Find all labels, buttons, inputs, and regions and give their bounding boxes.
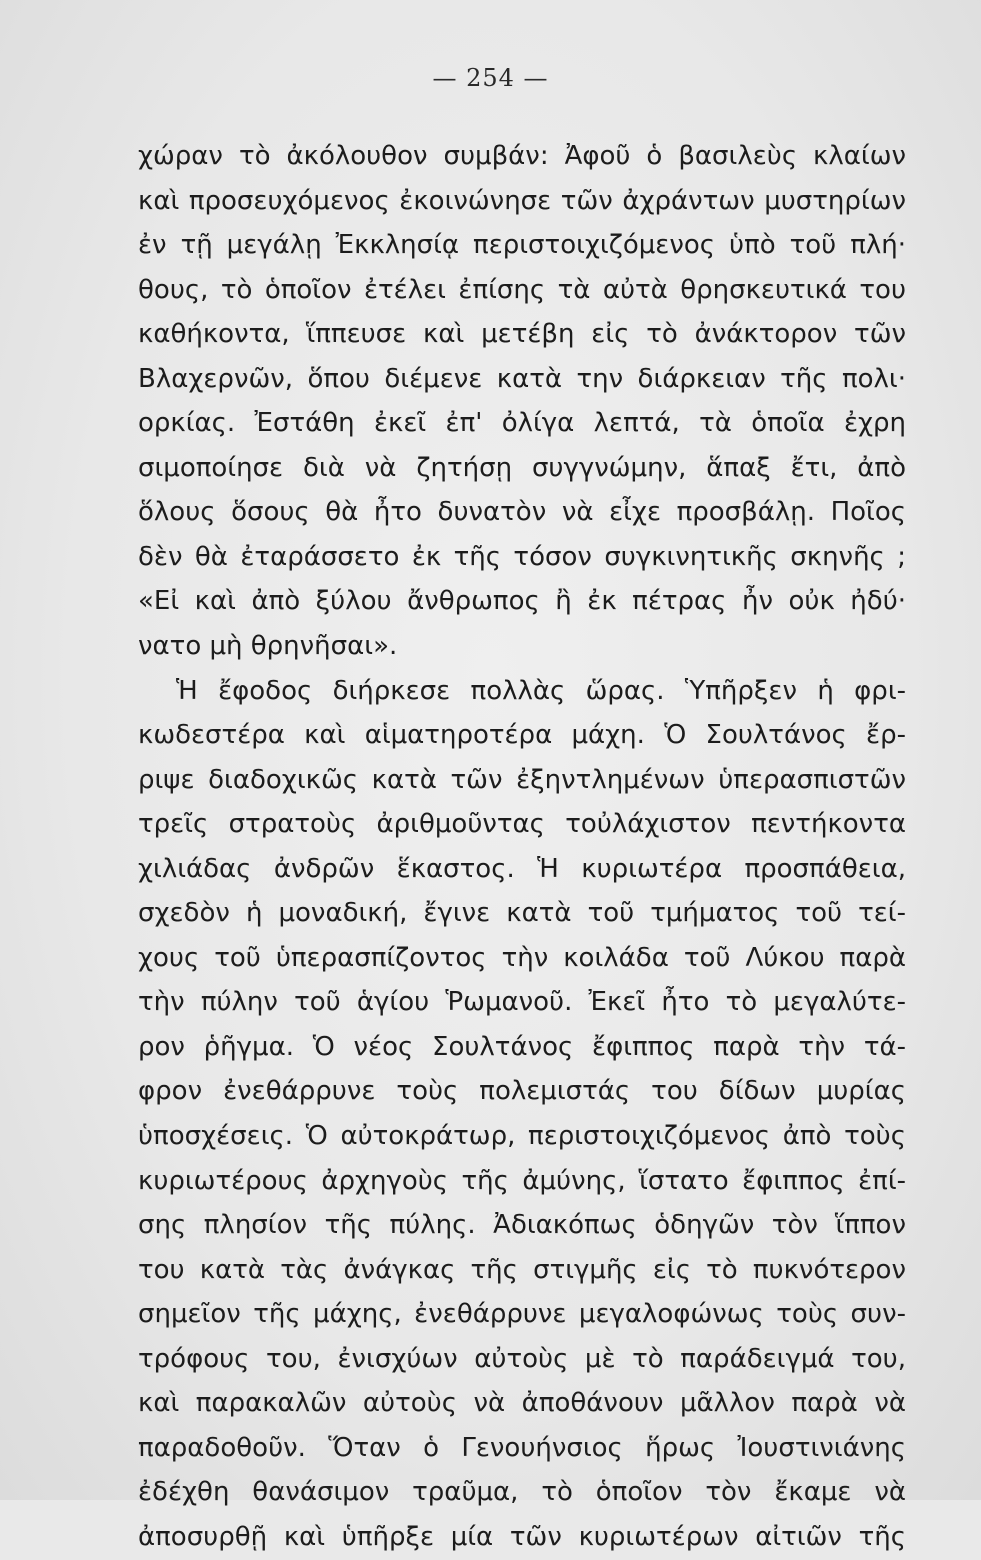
paragraph-start-line: Ἡ ἔφοδος διήρκεσε πολλὰς ὥρας. Ὑπῆρξεν ἡ φρι- <box>176 675 906 706</box>
text-line: ρον ῥῆγμα. Ὁ νέος Σουλτάνος ἔφιππος παρὰ τὴν τά- <box>138 1031 906 1062</box>
text-line: τρόφους του, ἐνισχύων αὐτοὺς μὲ τὸ παράδειγμά του, <box>138 1343 906 1374</box>
text-line: του κατὰ τὰς ἀνάγκας τῆς στιγμῆς εἰς τὸ πυκνότερον <box>138 1254 906 1285</box>
text-line: χώραν τὸ ἀκόλουθον συμβάν: Ἀφοῦ ὁ βασιλεὺς κλαίων <box>138 141 906 171</box>
text-line: κυριωτέρους ἀρχηγοὺς τῆς ἀμύνης, ἵστατο ἔφιππος ἐπί- <box>138 1165 906 1196</box>
text-line: καὶ προσευχόμενος ἐκοινώνησε τῶν ἀχράντων μυστηρίων <box>138 185 906 216</box>
text-line: τὴν πύλην τοῦ ἁγίου Ῥωμανοῦ. Ἐκεῖ ἦτο τὸ μεγαλύτε- <box>138 987 906 1018</box>
text-line: σημεῖον τῆς μάχης, ἐνεθάρρυνε μεγαλοφώνως τοὺς συν- <box>138 1299 906 1330</box>
text-line: καθήκοντα, ἵππευσε καὶ μετέβη εἰς τὸ ἀνάκτορον τῶν <box>138 319 906 350</box>
text-line: Βλαχερνῶν, ὅπου διέμενε κατὰ την διάρκειαν τῆς πολι· <box>138 363 906 394</box>
text-line: κωδεστέρα καὶ αἱματηροτέρα μάχη. Ὁ Σουλτάνος ἔρ- <box>138 720 906 751</box>
text-line: τρεῖς στρατοὺς ἀριθμοῦντας τοὐλάχιστον πεντήκοντα <box>138 809 906 840</box>
body-text <box>138 134 906 1560</box>
text-line: χιλιάδας ἀνδρῶν ἕκαστος. Ἡ κυριωτέρα προσπάθεια, <box>138 853 906 884</box>
text-line: παραδοθοῦν. Ὅταν ὁ Γενουήνσιος ἥρως Ἰουστινιάνης <box>138 1432 906 1463</box>
text-line: ὅλους ὅσους θὰ ἦτο δυνατὸν νὰ εἶχε προσβάλῃ. Ποῖος <box>138 497 906 528</box>
paragraph-end-line: νατο μὴ θρηνῆσαι». <box>138 631 398 662</box>
text-line: καὶ παρακαλῶν αὐτοὺς νὰ ἀποθάνουν μᾶλλον παρὰ νὰ <box>138 1388 906 1419</box>
text-line: φρον ἐνεθάρρυνε τοὺς πολεμιστάς του δίδων μυρίας <box>138 1076 906 1107</box>
text-line: χους τοῦ ὑπερασπίζοντος τὴν κοιλάδα τοῦ Λύκου παρὰ <box>138 942 906 973</box>
text-line: σιμοποίησε διὰ νὰ ζητήσῃ συγγνώμην, ἅπαξ ἔτι, ἀπὸ <box>138 452 906 483</box>
text-line: ριψε διαδοχικῶς κατὰ τῶν ἐξηντλημένων ὑπερασπιστῶν <box>138 764 906 795</box>
text-line: σχεδὸν ἡ μοναδική, ἔγινε κατὰ τοῦ τμήματος τοῦ τεί- <box>138 898 906 929</box>
text-line: ὑποσχέσεις. Ὁ αὐτοκράτωρ, περιστοιχιζόμενος ἀπὸ τοὺς <box>138 1121 906 1152</box>
text-line: ορκίας. Ἐστάθη ἐκεῖ ἐπ' ὀλίγα λεπτά, τὰ ὁποῖα ἐχρη <box>138 408 906 439</box>
text-line: ἐδέχθη θανάσιμον τραῦμα, τὸ ὁποῖον τὸν ἔκαμε νὰ <box>138 1477 906 1508</box>
text-line: «Εἰ καὶ ἀπὸ ξύλου ἄνθρωπος ἢ ἐκ πέτρας ἦν οὐκ ἠδύ· <box>138 586 906 617</box>
text-line: ἀποσυρθῇ καὶ ὑπῆρξε μία τῶν κυριωτέρων αἰτιῶν τῆς <box>138 1521 906 1552</box>
text-line: δὲν θὰ ἐταράσσετο ἐκ τῆς τόσον συγκινητικῆς σκηνῆς ; <box>138 541 906 572</box>
text-line: ἐν τῇ μεγάλῃ Ἐκκλησίᾳ περιστοιχιζόμενος ὑπὸ τοῦ πλή· <box>138 230 906 261</box>
text-line: σης πλησίον τῆς πύλης. Ἀδιακόπως ὁδηγῶν τὸν ἵππον <box>138 1210 906 1241</box>
text-line: θους, τὸ ὁποῖον ἐτέλει ἐπίσης τὰ αὐτὰ θρησκευτικά του <box>138 274 906 305</box>
page-number: — 254 — <box>432 64 549 92</box>
